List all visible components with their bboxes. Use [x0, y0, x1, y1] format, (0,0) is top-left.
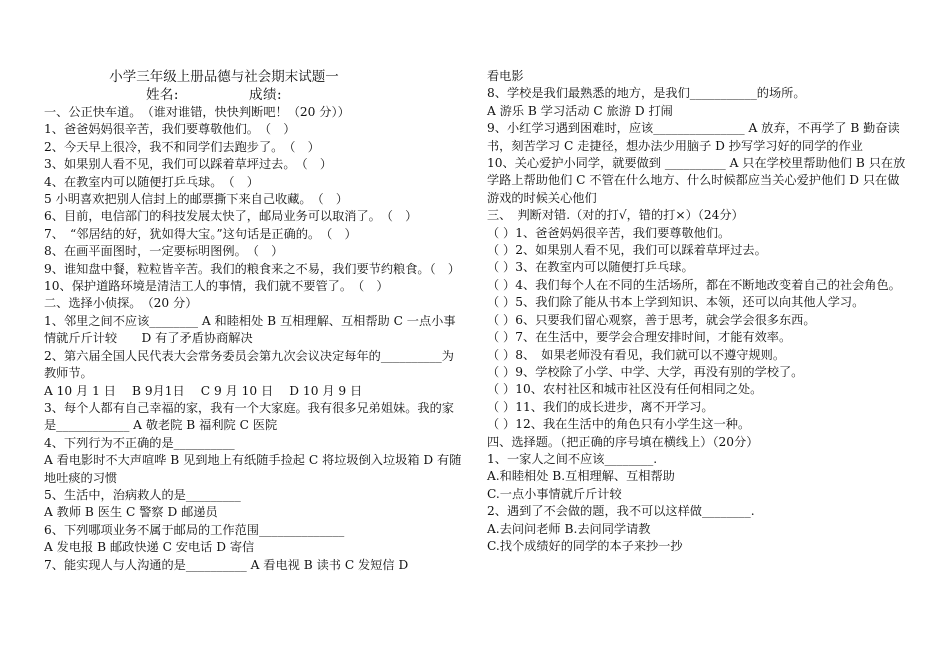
options-line: A 游乐 B 学习活动 C 旅游 D 打闹: [487, 103, 673, 118]
options-line: A 10 月 1 日 B 9月1日 C 9 月 10 日 D 10 月 9 日: [44, 383, 363, 398]
judgement-line: （ ）7、在生活中，要学会合理安排时间，才能有效率。: [487, 330, 792, 345]
question-line: 1、一家人之间不应该________.: [487, 451, 658, 466]
options-line: A.去问问老师 B.去问同学请教: [487, 521, 651, 536]
options-line: C.找个成绩好的同学的本子来抄一抄: [487, 538, 683, 553]
section-3-heading: 三、 判断对错.（对的打√，错的打×）（24分）: [487, 208, 744, 223]
question-line: 2、第六届全国人民代表大会常务委员会第九次会议决定每年的__________为教师节。: [44, 348, 454, 381]
left-column: [44, 68, 464, 574]
judgement-line: （ ）9、学校除了小学、中学、大学，再没有别的学校了。: [487, 364, 804, 379]
judgement-line: （ ）3、在教室内可以随便打乒乓球。: [487, 260, 694, 275]
question-line: 10、保护道路环境是清洁工人的事情，我们就不要管了。 （ ）: [44, 279, 389, 294]
question-line: 7、能实现人与人沟通的是__________ A 看电视 B 读书 C 发短信 D: [44, 557, 409, 572]
options-line: C.一点小事情就斤斤计较: [487, 486, 622, 501]
judgement-line: （ ）5、我们除了能从书本上学到知识、本领，还可以向其他人学习。: [487, 295, 865, 310]
options-line: A.和睦相处 B.互相理解、互相帮助: [487, 469, 675, 484]
question-line: 1、邻里之间不应该________ A 和睦相处 B 互相理解、互相帮助 C 一点小事情就斤斤计较 D 有了矛盾协商解决: [44, 313, 456, 346]
judgement-line: （ ）8、 如果老师没有看见，我们就可以不遵守规则。: [487, 347, 786, 362]
name-score-line: 姓名: 成绩:: [145, 87, 283, 103]
question-line: 4、在教室内可以随便打乒乓球。 （ ）: [44, 174, 259, 189]
question-line: 10、关心爱护小同学，就要做到 __________ A 只在学校里帮助他们 B 只在放学路上帮助他们 C 不管在什么地方、什么时候都应当关心爱护他们 D 只在做游戏的时候关心他们: [487, 156, 906, 205]
question-line: 9、谁知盘中餐，粒粒皆辛苦。我们的粮食来之不易，我们要节约粮食。（ ）: [44, 261, 461, 276]
question-line: 6、下列哪项业务不属于邮局的工作范围______________: [44, 522, 345, 537]
question-line: 7、 “邻居结的好，犹如得大宝。”这句话是正确的。 （ ）: [44, 226, 357, 241]
section-4-heading: 四、选择题。（把正确的序号填在横线上）（20分）: [487, 434, 759, 449]
section-1-heading: 一、公正快车道。 （谁对谁错，快快判断吧！（20 分））: [44, 105, 350, 119]
question-line: 5、生活中，治病救人的是_________: [44, 487, 241, 502]
judgement-line: （ ）4、我们每个人在不同的生活场所，都在不断地改变着自己的社会角色。: [487, 277, 901, 292]
judgement-line: （ ）6、只要我们留心观察，善于思考，就会学会很多东西。: [487, 312, 816, 327]
question-line: 3、每个人都有自己幸福的家，我有一个大家庭。我有很多兄弟姐妹。我的家是____________ A 敬老院 B 福利院 C 医院: [44, 400, 454, 433]
question-line: 3、如果别人看不见，我们可以踩着草坪过去。 （ ）: [44, 157, 333, 172]
options-line: A 教师 B 医生 C 警察 D 邮递员: [44, 505, 218, 520]
judgement-line: （ ）11、我们的成长进步，离不开学习。: [487, 399, 714, 414]
question-line: 8、在画平面图时，一定要标明图例。 （ ）: [44, 244, 284, 259]
options-line: 看电影: [487, 69, 524, 83]
question-line: 5 小明喜欢把别人信封上的邮票撕下来自己收藏。 （ ）: [44, 192, 349, 207]
question-line: 9、小红学习遇到困难时，应该_______________ A 放弃，不再学了 B 勤奋读书，刻苦学习 C 走捷径，想办法少用脑子 D 抄写学习好的同学的作业: [487, 121, 900, 153]
options-line: A 看电影时不大声喧哗 B 见到地上有纸随手捡起 C 将垃圾倒入垃圾箱 D 有随地吐痰的习惯: [44, 453, 462, 485]
judgement-line: （ ）2、如果别人看不见，我们可以踩着草坪过去。: [487, 243, 767, 258]
question-line: 4、下列行为不正确的是__________: [44, 435, 235, 450]
question-line: 6、目前，电信部门的科技发展太快了，邮局业务可以取消了。 （ ）: [44, 209, 418, 224]
question-line: 2、今天早上很冷，我不和同学们去跑步了。 （ ）: [44, 139, 320, 154]
judgement-line: （ ）12、我在生活中的角色只有小学生这一种。: [487, 417, 751, 432]
exam-title: 小学三年级上册品德与社会期末试题一: [109, 69, 339, 85]
options-line: A 发电报 B 邮政快递 C 安电话 D 寄信: [44, 540, 255, 555]
judgement-line: （ ）1、爸爸妈妈很辛苦，我们要尊敬他们。: [487, 225, 731, 240]
right-column: [487, 68, 911, 555]
question-line: 8、学校是我们最熟悉的地方，是我们___________的场所。: [487, 86, 806, 101]
question-line: 2、遇到了不会做的题，我不可以这样做________.: [487, 504, 755, 519]
section-2-heading: 二、选择小侦探。 （20 分）: [44, 296, 198, 311]
judgement-line: （ ）10、农村社区和城市社区没有任何相同之处。: [487, 382, 763, 397]
question-line: 1、爸爸妈妈很辛苦，我们要尊敬他们。 （ ）: [44, 122, 296, 137]
